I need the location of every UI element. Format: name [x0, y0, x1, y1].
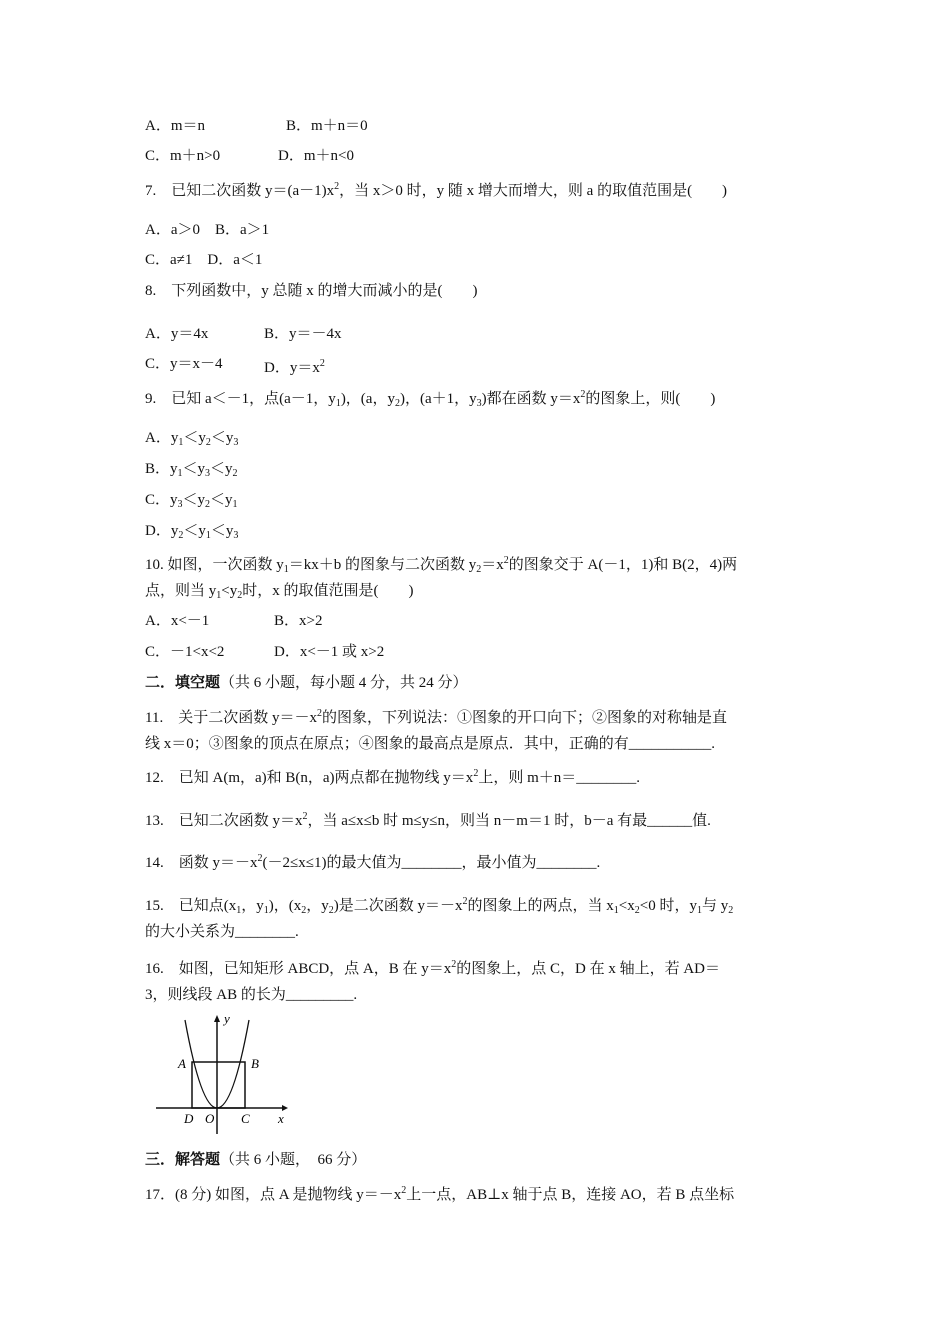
q6-option-a: A．m＝n	[145, 118, 206, 134]
label-b: B	[251, 1056, 259, 1071]
label-y: y	[224, 1012, 230, 1026]
q6-option-c: C．m＋n>0	[145, 148, 221, 164]
label-x: x	[278, 1111, 284, 1126]
q15-stem-line2: 的大小关系为________.	[145, 924, 299, 940]
q17-stem: 17．(8 分) 如图，点 A 是抛物线 $y=-x^2$上一点，AB⊥x 轴于点 B，连接 AO，若 B 点坐标	[145, 1185, 735, 1203]
y-axis-arrow-icon	[214, 1015, 220, 1022]
q16-figure	[150, 1012, 295, 1140]
q16-stem-line1: 16. 如图，已知矩形 ABCD，点 A，B 在 $y=x^2$的图象上，点 C，D 在 x 轴上，若 AD＝	[145, 959, 721, 977]
q8-stem: 8. 下列函数中，y 总随 x 的增大而减小的是( )	[145, 283, 478, 299]
q16-stem-line2: 3，则线段 AB 的长为_________.	[145, 987, 358, 1003]
section-2-heading: 二．填空题（共 6 小题，每小题 4 分，共 24 分）	[145, 675, 468, 691]
label-d: D	[184, 1111, 194, 1126]
q9-stem: 9. 已知 a＜－1，点(a－1，$y_1$)，(a，$y_2$)，(a＋1，$y_3$)都在函数 $y=x^2$的图象上，则( )	[145, 389, 716, 409]
q9-option-d: D．$y_2<y_1<y_3$	[145, 523, 239, 541]
q10-stem-line2: 点，则当 $y_1<y_2$时，x 的取值范围是( )	[145, 583, 414, 601]
q8-option-c: C．y＝x－4	[145, 356, 223, 372]
q11-stem-line2: 线 x＝0；③图象的顶点在原点；④图象的最高点是原点．其中，正确的有___________.	[145, 736, 716, 752]
q6-option-b: B．m＋n＝0	[286, 118, 368, 134]
q7-options-cd: C．a≠1 D．a＜1	[145, 252, 263, 268]
label-c: C	[241, 1111, 250, 1126]
label-o: O	[205, 1111, 215, 1126]
q7-stem: 7. 已知二次函数 $y=(a-1)x^2$，当 x＞0 时，y 随 x 增大而增大，则 a 的取值范围是( )	[145, 181, 728, 199]
section-3-heading: 三．解答题（共 6 小题， 66 分）	[145, 1152, 367, 1168]
q8-option-b: B．y＝－4x	[264, 326, 342, 342]
q13-stem: 13. 已知二次函数 $y=x^2$，当 a≤x≤b 时 m≤y≤n，则当 n－m＝1 时，b－a 有最______值.	[145, 811, 711, 829]
q7-options-ab: A．a＞0 B．a＞1	[145, 222, 270, 238]
q6-option-d: D．m＋n<0	[278, 148, 354, 164]
label-a: A	[178, 1056, 186, 1071]
q9-option-b: B．$y_1<y_3<y_2$	[145, 461, 238, 479]
q10-stem-line1: 10. 如图，一次函数 $y_1=kx+b$ 的图象与二次函数 $y_2=x^2$的图象交于 A(－1，1)和 B(2，4)两	[145, 555, 738, 575]
q10-option-d: D．x<－1 或 x>2	[274, 644, 385, 660]
rectangle-abcd	[192, 1062, 245, 1108]
q8-option-a: A．y＝4x	[145, 326, 209, 342]
q12-stem: 12. 已知 A(m，a)和 B(n，a)两点都在抛物线 $y=x^2$上，则 m＋n＝________.	[145, 768, 640, 786]
q10-option-c: C．－1<x<2	[145, 644, 225, 660]
q10-option-b: B．x>2	[274, 613, 323, 629]
q15-stem-line1: 15. 已知点($x_1$，$y_1$)，($x_2$，$y_2$)是二次函数 $y=-x^2$的图象上的两点，当 $x_1<x_2<0$ 时，$y_1$与 $y_2$	[145, 896, 734, 916]
q9-option-a: A．$y_1<y_2<y_3$	[145, 430, 239, 448]
q11-stem-line1: 11. 关于二次函数 $y=-x^2$的图象，下列说法：①图象的开口向下；②图象的对称轴是直	[145, 708, 727, 726]
q9-option-c: C．$y_3<y_2<y_1$	[145, 492, 238, 510]
q14-stem: 14. 函数 $y=-x^2(-2\le x\le 1)$的最大值为________，最小值为________.	[145, 853, 601, 871]
q8-option-d: D．$y=x^2$	[264, 358, 325, 376]
q10-option-a: A．x<－1	[145, 613, 210, 629]
